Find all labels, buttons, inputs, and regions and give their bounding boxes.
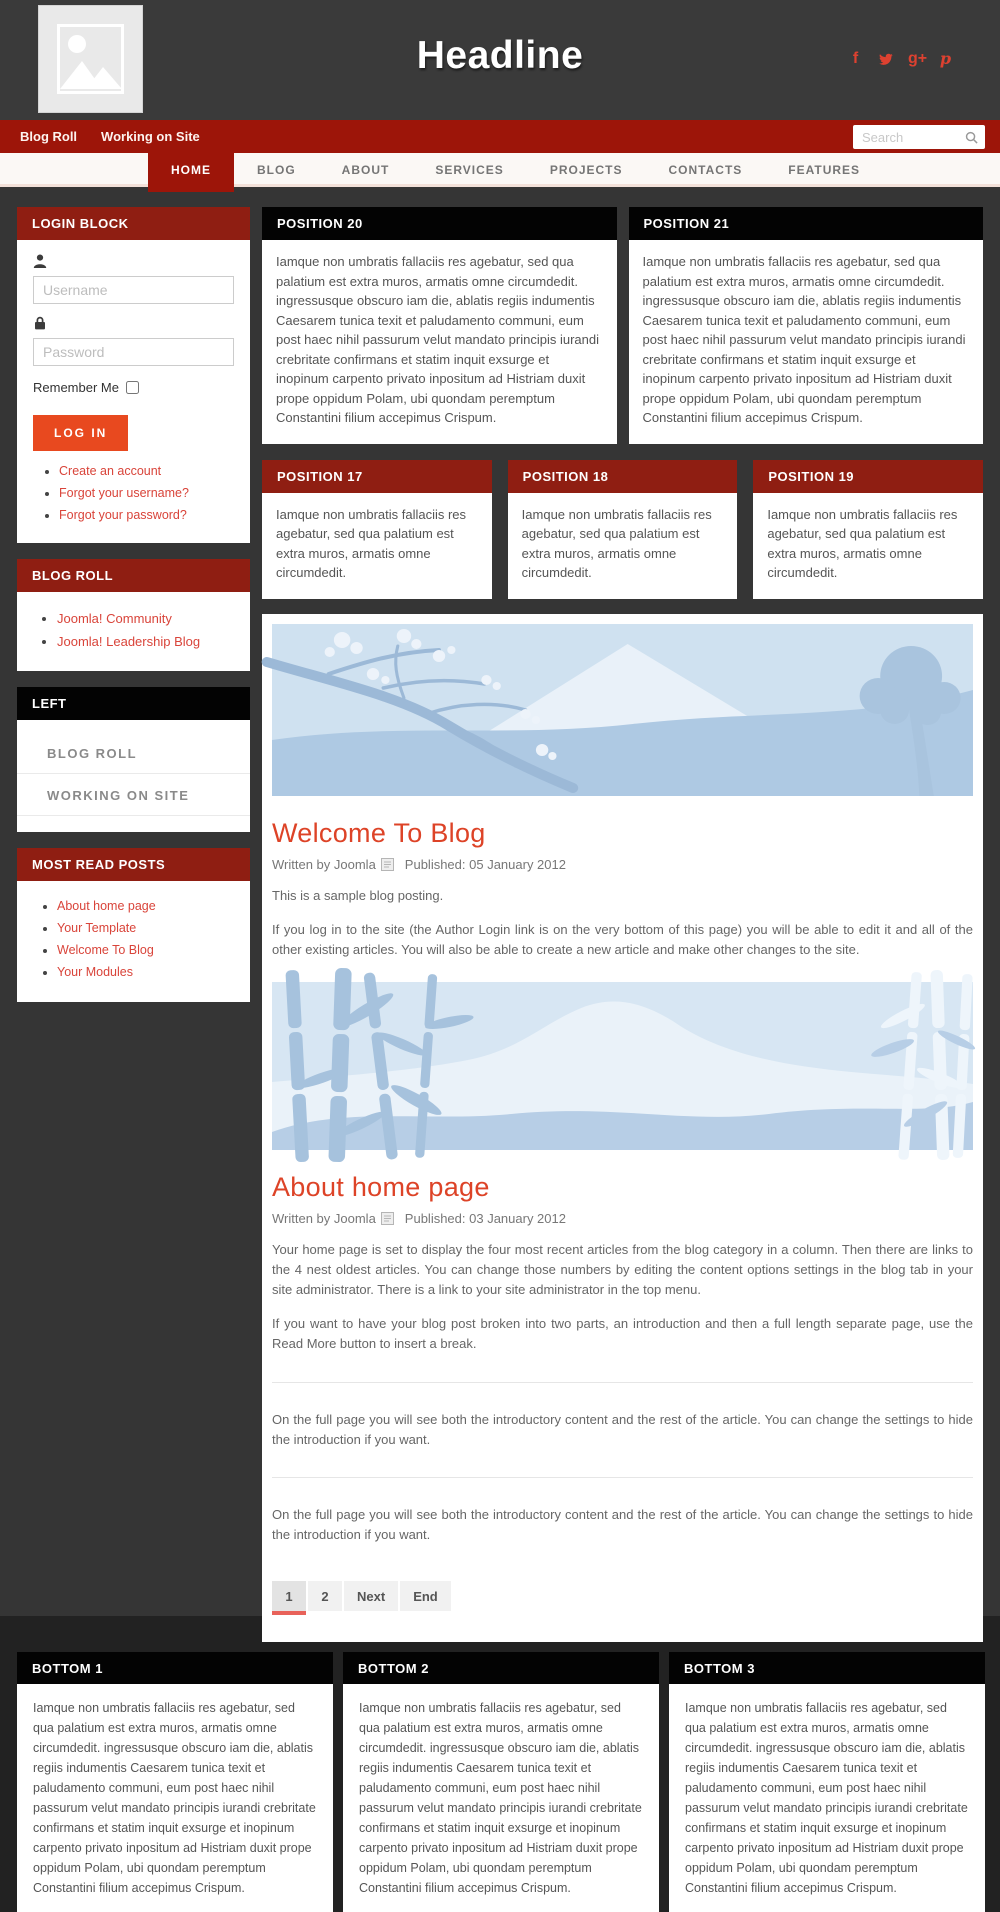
site-title: Headline — [416, 34, 584, 77]
article-paragraph: On the full page you will see both the introductory content and the rest of the article. You can change the settings to hide the introduction if you want. — [272, 1411, 973, 1447]
social-icons — [848, 50, 953, 68]
create-account-link[interactable]: Create an account — [59, 464, 162, 478]
nav-services[interactable]: SERVICES — [435, 163, 504, 177]
module-title: POSITION 21 — [629, 207, 984, 240]
top-link-blog-roll[interactable]: Blog Roll — [20, 129, 78, 144]
password-input[interactable] — [33, 338, 234, 366]
article-paragraph: Your home page is set to display the four most recent articles from the blog category in a column. Then there are links to the 4 nest oldest articles. You can change those numbers by editing the content options settings in the blog tab in your site administrator. There is a link to your site administrator in the top menu. — [272, 1241, 973, 1298]
most-read-link-your-template[interactable]: Your Template — [57, 921, 137, 936]
bottom-modules — [17, 1652, 985, 1912]
bamboo-banner-image — [272, 982, 973, 1150]
most-read-block — [17, 848, 250, 1002]
login-links — [33, 461, 234, 527]
module-title: POSITION 18 — [508, 460, 738, 493]
forgot-password-link[interactable]: Forgot your password? — [59, 507, 187, 522]
login-form — [17, 240, 250, 543]
article-title-link[interactable]: Welcome To Blog — [272, 817, 486, 848]
article-paragraph: If you log in to the site (the Author Login link is on the very bottom of this page) you will be able to edit it and all of the other existing articles. You will also be able to create a new article and make other changes to the site. — [272, 921, 973, 957]
end-page-button[interactable]: End — [400, 1581, 451, 1611]
most-read-links — [31, 896, 236, 984]
left-menu-item-blog-roll[interactable]: BLOG ROLL — [17, 732, 250, 774]
nav-projects[interactable]: PROJECTS — [549, 163, 623, 177]
left-menu-block — [17, 687, 250, 832]
module-text: Iamque non umbratis fallaciis res agebatur, sed qua palatium est extra muros, armatis omne circumdedit. — [767, 506, 958, 580]
bottom-2-module — [343, 1652, 659, 1912]
divider — [272, 1477, 973, 1478]
most-read-link-welcome[interactable]: Welcome To Blog — [57, 943, 154, 958]
module-text: Iamque non umbratis fallaciis res agebatur, sed qua palatium est extra muros, armatis omne circumdedit. ingressusque obscuro iam die, ablatis regiis indumentis Caesarem tunica texit et paludamento communi, eum post haec nihil passurum velut mandato principis iurandi crebritate confirmans et statim inquit exsurge et inopinum carpento privato inpositum ad Histriam duxit prope oppidum Polam, ubi quondam peremptum Constantini filium accepimus Crispum. — [642, 254, 966, 425]
module-title: POSITION 19 — [753, 460, 983, 493]
facebook-icon[interactable]: f — [852, 50, 859, 67]
search-icon[interactable] — [965, 131, 978, 144]
content-area — [0, 187, 1000, 1642]
published-date: Published: 03 January 2012 — [404, 1210, 566, 1226]
most-read-link-your-modules[interactable]: Your Modules — [57, 965, 133, 980]
edit-icon[interactable] — [381, 858, 394, 871]
list-item — [59, 505, 234, 527]
module-title: BOTTOM 3 — [669, 1652, 985, 1684]
article-meta — [272, 857, 973, 872]
main-nav — [0, 153, 1000, 187]
blog-roll-links — [31, 607, 236, 654]
login-block-title: LOGIN BLOCK — [17, 207, 250, 240]
module-title: BOTTOM 2 — [343, 1652, 659, 1684]
page-2-button[interactable]: 2 — [308, 1581, 342, 1611]
site-header — [0, 0, 1000, 120]
article-meta — [272, 1211, 973, 1226]
module-text: Iamque non umbratis fallaciis res agebatur, sed qua palatium est extra muros, armatis omne circumdedit. — [521, 506, 712, 580]
google-plus-icon[interactable]: g+ — [908, 50, 928, 67]
article-paragraph: This is a sample blog posting. — [272, 887, 444, 903]
joomla-leadership-link[interactable]: Joomla! Leadership Blog — [57, 634, 201, 650]
nav-contacts[interactable]: CONTACTS — [668, 163, 743, 177]
sidebar — [17, 207, 250, 1002]
list-item — [57, 607, 236, 630]
fuji-banner-image — [272, 624, 973, 796]
article-paragraph: On the full page you will see both the introductory content and the rest of the article. You can change the settings to hide the introduction if you want. — [272, 1506, 973, 1543]
top-link-working-on-site[interactable]: Working on Site — [101, 129, 200, 144]
search-input[interactable] — [860, 129, 965, 146]
position-21-module — [629, 207, 984, 444]
lock-icon — [33, 316, 234, 333]
username-input[interactable] — [33, 276, 234, 304]
list-item — [57, 896, 236, 918]
position-20-module — [262, 207, 617, 444]
article-welcome-to-blog — [272, 818, 973, 960]
list-item — [57, 918, 236, 940]
next-page-button[interactable]: Next — [344, 1581, 398, 1611]
bottom-1-module — [17, 1652, 333, 1912]
written-by-text: Written by Joomla — [272, 856, 376, 872]
article-title-link[interactable]: About home page — [272, 1171, 490, 1202]
module-text: Iamque non umbratis fallaciis res agebatur, sed qua palatium est extra muros, armatis omne circumdedit. ingressusque obscuro iam die, ablatis regiis indumentis Caesarem tunica texit et paludamento communi, eum post haec nihil passurum velut mandato principis iurandi crebritate confirmans et statim inquit exsurge et inopinum carpento privato inpositum ad Histriam duxit prope oppidum Polam, ubi quondam peremptum Constantini filium accepimus Crispum. — [685, 1701, 968, 1896]
published-date: Published: 05 January 2012 — [404, 856, 566, 872]
article-paragraph: If you want to have your blog post broken into two parts, an introduction and then a full length separate page, use the Read More button to insert a break. — [272, 1316, 973, 1352]
bottom-3-module — [669, 1652, 985, 1912]
blog-roll-block — [17, 559, 250, 672]
position-17-module — [262, 460, 492, 599]
module-text: Iamque non umbratis fallaciis res agebatur, sed qua palatium est extra muros, armatis omne circumdedit. ingressusque obscuro iam die, ablatis regiis indumentis Caesarem tunica texit et paludamento communi, eum post haec nihil passurum velut mandato principis iurandi crebritate confirmans et statim inquit exsurge et inopinum carpento privato inpositum ad Histriam duxit prope oppidum Polam, ubi quondam peremptum Constantini filium accepimus Crispum. — [359, 1701, 642, 1896]
forgot-username-link[interactable]: Forgot your username? — [59, 485, 189, 500]
main-column — [262, 207, 983, 1642]
pinterest-icon[interactable]: p — [939, 49, 952, 68]
search-box[interactable] — [853, 125, 985, 149]
list-item — [57, 940, 236, 962]
list-item — [57, 962, 236, 984]
pagination — [272, 1581, 973, 1641]
remember-me-label: Remember Me — [33, 380, 119, 395]
list-item — [59, 461, 234, 483]
list-item — [59, 483, 234, 505]
blog-content-area — [262, 614, 983, 1643]
nav-about[interactable]: ABOUT — [341, 163, 390, 177]
edit-icon[interactable] — [381, 1212, 394, 1225]
position-19-module — [753, 460, 983, 599]
divider — [272, 1382, 973, 1383]
most-read-title: MOST READ POSTS — [17, 848, 250, 881]
page-1-button[interactable]: 1 — [272, 1581, 306, 1611]
top-menu-bar — [0, 120, 1000, 153]
module-title: POSITION 17 — [262, 460, 492, 493]
nav-home[interactable]: HOME — [148, 153, 234, 192]
module-text: Iamque non umbratis fallaciis res agebatur, sed qua palatium est extra muros, armatis omne circumdedit. ingressusque obscuro iam die, ablatis regiis indumentis Caesarem tunica texit et paludamento communi, eum post haec nihil passurum velut mandato principis iurandi crebritate confirmans et statim inquit exsurge et inopinum carpento privato inpositum ad Histriam duxit prope oppidum Polam, ubi quondam peremptum Constantini filium accepimus Crispum. — [33, 1701, 316, 1896]
module-text: Iamque non umbratis fallaciis res agebatur, sed qua palatium est extra muros, armatis omne circumdedit. ingressusque obscuro iam die, ablatis regiis indumentis Caesarem tunica texit et paludamento communi, eum post haec nihil passurum velut mandato principis iurandi crebritate confirmans et statim inquit exsurge et inopinum carpento privato inpositum ad Histriam duxit prope oppidum Polam, ubi quondam peremptum Constantini filium accepimus Crispum. — [276, 254, 600, 425]
user-icon — [33, 254, 234, 271]
twitter-icon[interactable] — [878, 52, 893, 67]
written-by-text: Written by Joomla — [272, 1210, 376, 1226]
most-read-link-about-home[interactable]: About home page — [57, 899, 156, 914]
login-block — [17, 207, 250, 543]
left-menu-title: LEFT — [17, 687, 250, 720]
nav-blog[interactable]: BLOG — [257, 163, 296, 177]
position-18-module — [508, 460, 738, 599]
module-title: POSITION 20 — [262, 207, 617, 240]
list-item — [57, 630, 236, 653]
module-text: Iamque non umbratis fallaciis res agebatur, sed qua palatium est extra muros, armatis omne circumdedit. — [276, 506, 467, 580]
login-button[interactable]: LOG IN — [33, 415, 128, 451]
left-menu-item-working-on-site[interactable]: WORKING ON SITE — [17, 774, 250, 816]
article-about-home-page — [272, 1172, 973, 1545]
joomla-community-link[interactable]: Joomla! Community — [57, 610, 172, 626]
nav-features[interactable]: FEATURES — [788, 163, 861, 177]
module-title: BOTTOM 1 — [17, 1652, 333, 1684]
remember-me-row — [33, 380, 234, 395]
blog-roll-title: BLOG ROLL — [17, 559, 250, 592]
remember-me-checkbox[interactable] — [126, 381, 139, 394]
